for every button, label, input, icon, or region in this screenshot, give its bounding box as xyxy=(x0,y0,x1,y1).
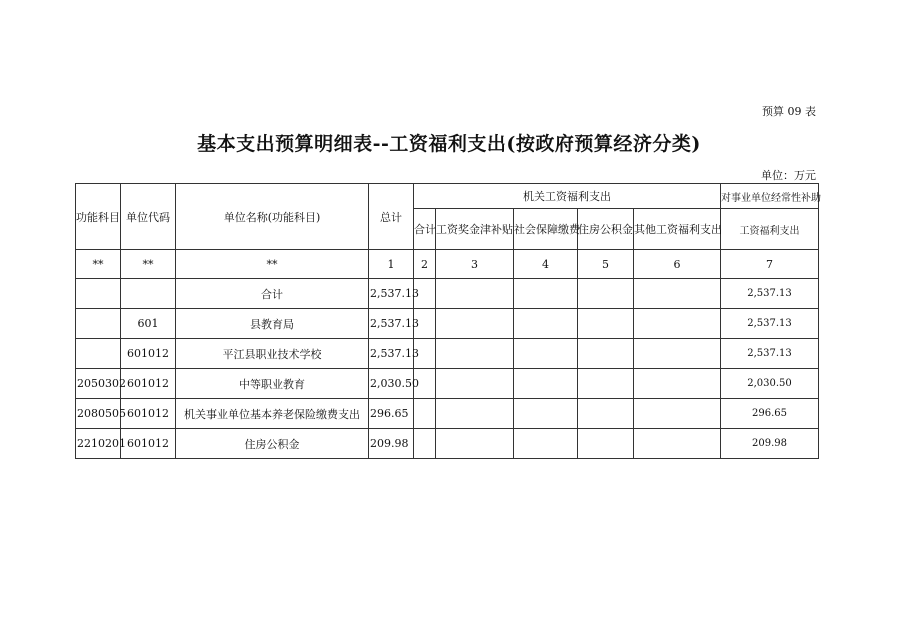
index-cell: 5 xyxy=(578,250,634,279)
table-row xyxy=(76,429,819,459)
header-inst-salary: 工资福利支出 xyxy=(721,209,819,250)
index-cell: 6 xyxy=(634,250,721,279)
unit-name-cell: 中等职业教育 xyxy=(176,369,369,399)
inst-salary-cell: 2,537.13 xyxy=(721,279,819,309)
total-cell: 2,030.50 xyxy=(369,369,414,399)
func-subject-cell xyxy=(76,339,121,369)
total-cell: 2,537.13 xyxy=(369,339,414,369)
header-func-subject: 功能科目 xyxy=(76,184,121,250)
header-inst-group: 对事业单位经常性补助 xyxy=(721,184,819,209)
unit-name-cell: 合计 xyxy=(176,279,369,309)
budget-table xyxy=(75,183,822,459)
inst-salary-cell: 2,537.13 xyxy=(721,309,819,339)
func-subject-cell: 2210201 xyxy=(76,429,121,459)
index-cell: 3 xyxy=(436,250,514,279)
index-row xyxy=(76,250,819,279)
index-cell: 1 xyxy=(369,250,414,279)
unit-name-cell: 县教育局 xyxy=(176,309,369,339)
total-cell: 2,537.13 xyxy=(369,279,414,309)
page-title: 基本支出预算明细表--工资福利支出(按政府预算经济分类) xyxy=(197,133,701,155)
total-cell: 2,537.13 xyxy=(369,309,414,339)
index-cell: 4 xyxy=(514,250,578,279)
unit-name-cell: 住房公积金 xyxy=(176,429,369,459)
inst-salary-cell: 2,030.50 xyxy=(721,369,819,399)
form-code: 预算 09 表 xyxy=(762,105,816,118)
index-cell: ** xyxy=(121,250,176,279)
table-row xyxy=(76,309,819,339)
func-subject-cell: 2080505 xyxy=(76,399,121,429)
inst-salary-cell: 296.65 xyxy=(721,399,819,429)
total-cell: 209.98 xyxy=(369,429,414,459)
func-subject-cell xyxy=(76,279,121,309)
table-row xyxy=(76,369,819,399)
header-org-other: 其他工资福利支出 xyxy=(634,209,721,250)
unit-name-cell: 平江县职业技术学校 xyxy=(176,339,369,369)
header-total: 总计 xyxy=(369,184,414,250)
index-cell: 2 xyxy=(414,250,436,279)
unit-name-cell: 机关事业单位基本养老保险缴费支出 xyxy=(176,399,369,429)
unit-code-cell: 601012 xyxy=(121,399,176,429)
unit-code-cell: 601012 xyxy=(121,369,176,399)
unit-label: 单位：万元 xyxy=(761,169,816,182)
header-unit-name: 单位名称(功能科目) xyxy=(176,184,369,250)
index-cell: ** xyxy=(76,250,121,279)
unit-code-cell: 601 xyxy=(121,309,176,339)
header-unit-code: 单位代码 xyxy=(121,184,176,250)
header-org-group: 机关工资福利支出 xyxy=(414,184,721,209)
header-org-housing-fund: 住房公积金 xyxy=(578,209,634,250)
table-row xyxy=(76,339,819,369)
index-cell: 7 xyxy=(721,250,819,279)
inst-salary-cell: 2,537.13 xyxy=(721,339,819,369)
func-subject-cell: 2050302 xyxy=(76,369,121,399)
unit-code-cell: 601012 xyxy=(121,429,176,459)
index-cell: ** xyxy=(176,250,369,279)
header-org-social-security: 社会保障缴费 xyxy=(514,209,578,250)
total-cell: 296.65 xyxy=(369,399,414,429)
func-subject-cell xyxy=(76,309,121,339)
header-org-salary: 工资奖金津补贴 xyxy=(436,209,514,250)
inst-salary-cell: 209.98 xyxy=(721,429,819,459)
header-org-subtotal: 合计 xyxy=(414,209,436,250)
unit-code-cell xyxy=(121,279,176,309)
unit-code-cell: 601012 xyxy=(121,339,176,369)
table-row xyxy=(76,399,819,429)
table-row xyxy=(76,279,819,309)
